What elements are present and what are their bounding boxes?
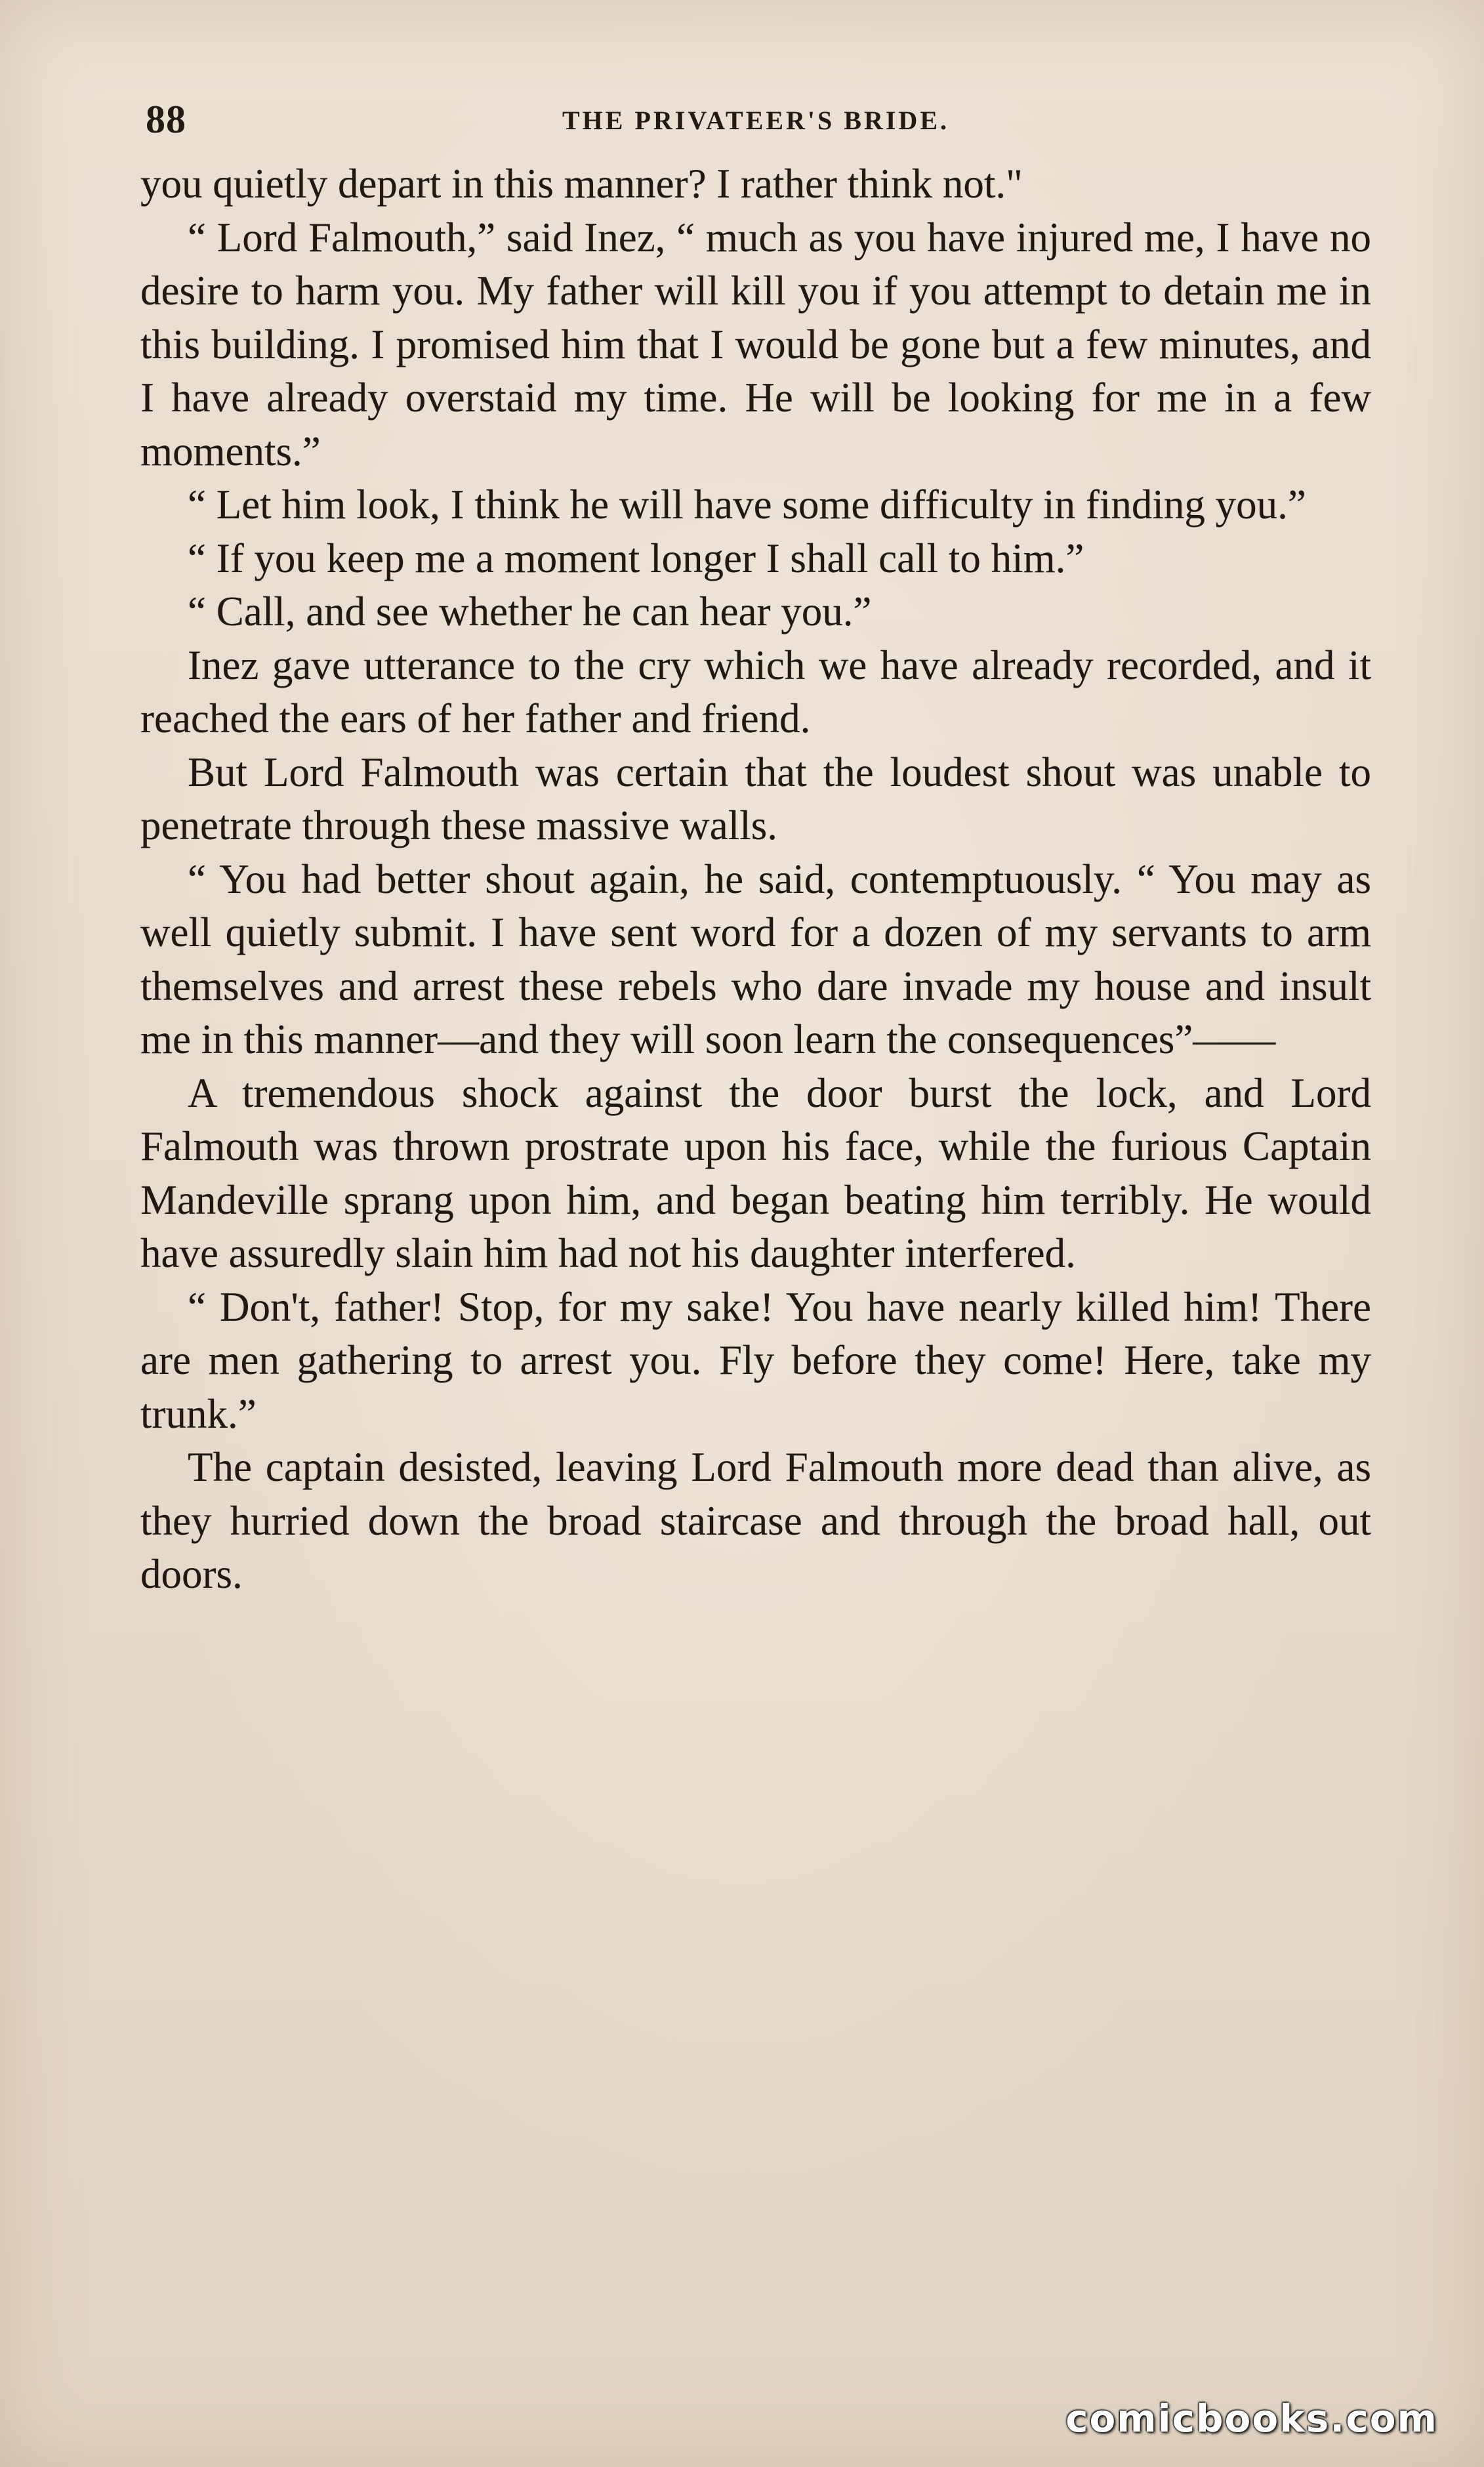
paragraph: The captain desisted, leaving Lord Falmouth more dead than alive, as they hurried down the broad staircase and through the broad hall, out doors. [140, 1444, 1371, 1597]
paragraph: “ Let him look, I think he will have some difficulty in finding you.” [188, 482, 1306, 528]
paragraph: you quietly depart in this manner? I rather think not." [140, 161, 1023, 207]
body-text [140, 157, 1371, 1602]
page-number: 88 [146, 98, 186, 141]
paragraph: “ You had better shout again, he said, contemptuously. “ You may as well quietly submit. I have sent word for a dozen of my servants to arm themselves and arrest these rebels who dare invade my house and insult me in this manner—and they will soon learn the consequences”—— [140, 856, 1371, 1062]
paragraph: “ Call, and see whether he can hear you.” [188, 589, 872, 634]
paragraph: But Lord Falmouth was certain that the loudest shout was unable to penetrate through these massive walls. [140, 749, 1371, 848]
paragraph: A tremendous shock against the door burst the lock, and Lord Falmouth was thrown prostrate upon his face, while the furious Captain Mandeville sprang upon him, and began beating him terribly. He would have assuredly slain him had not his daughter interfered. [140, 1069, 1371, 1276]
watermark-logo: comicbooks.com [1065, 2396, 1438, 2441]
paragraph: Inez gave utterance to the cry which we have already recorded, and it reached the ears of her father and friend. [140, 642, 1371, 741]
running-title: THE PRIVATEER'S BRIDE. [562, 106, 949, 135]
paragraph: “ Lord Falmouth,” said Inez, “ much as you have injured me, I have no desire to harm you. My father will kill you if you attempt to detain me in this building. I promised him that I would be gone but a few minutes, and I have already overstaid my time. He will be looking for me in a few moments.” [140, 214, 1371, 474]
page-header [146, 97, 1366, 143]
paragraph: “ If you keep me a moment longer I shall call to him.” [188, 535, 1084, 581]
paragraph: “ Don't, father! Stop, for my sake! You have nearly killed him! There are men gathering to arrest you. Fly before they come! Here, take my trunk.” [140, 1283, 1371, 1437]
